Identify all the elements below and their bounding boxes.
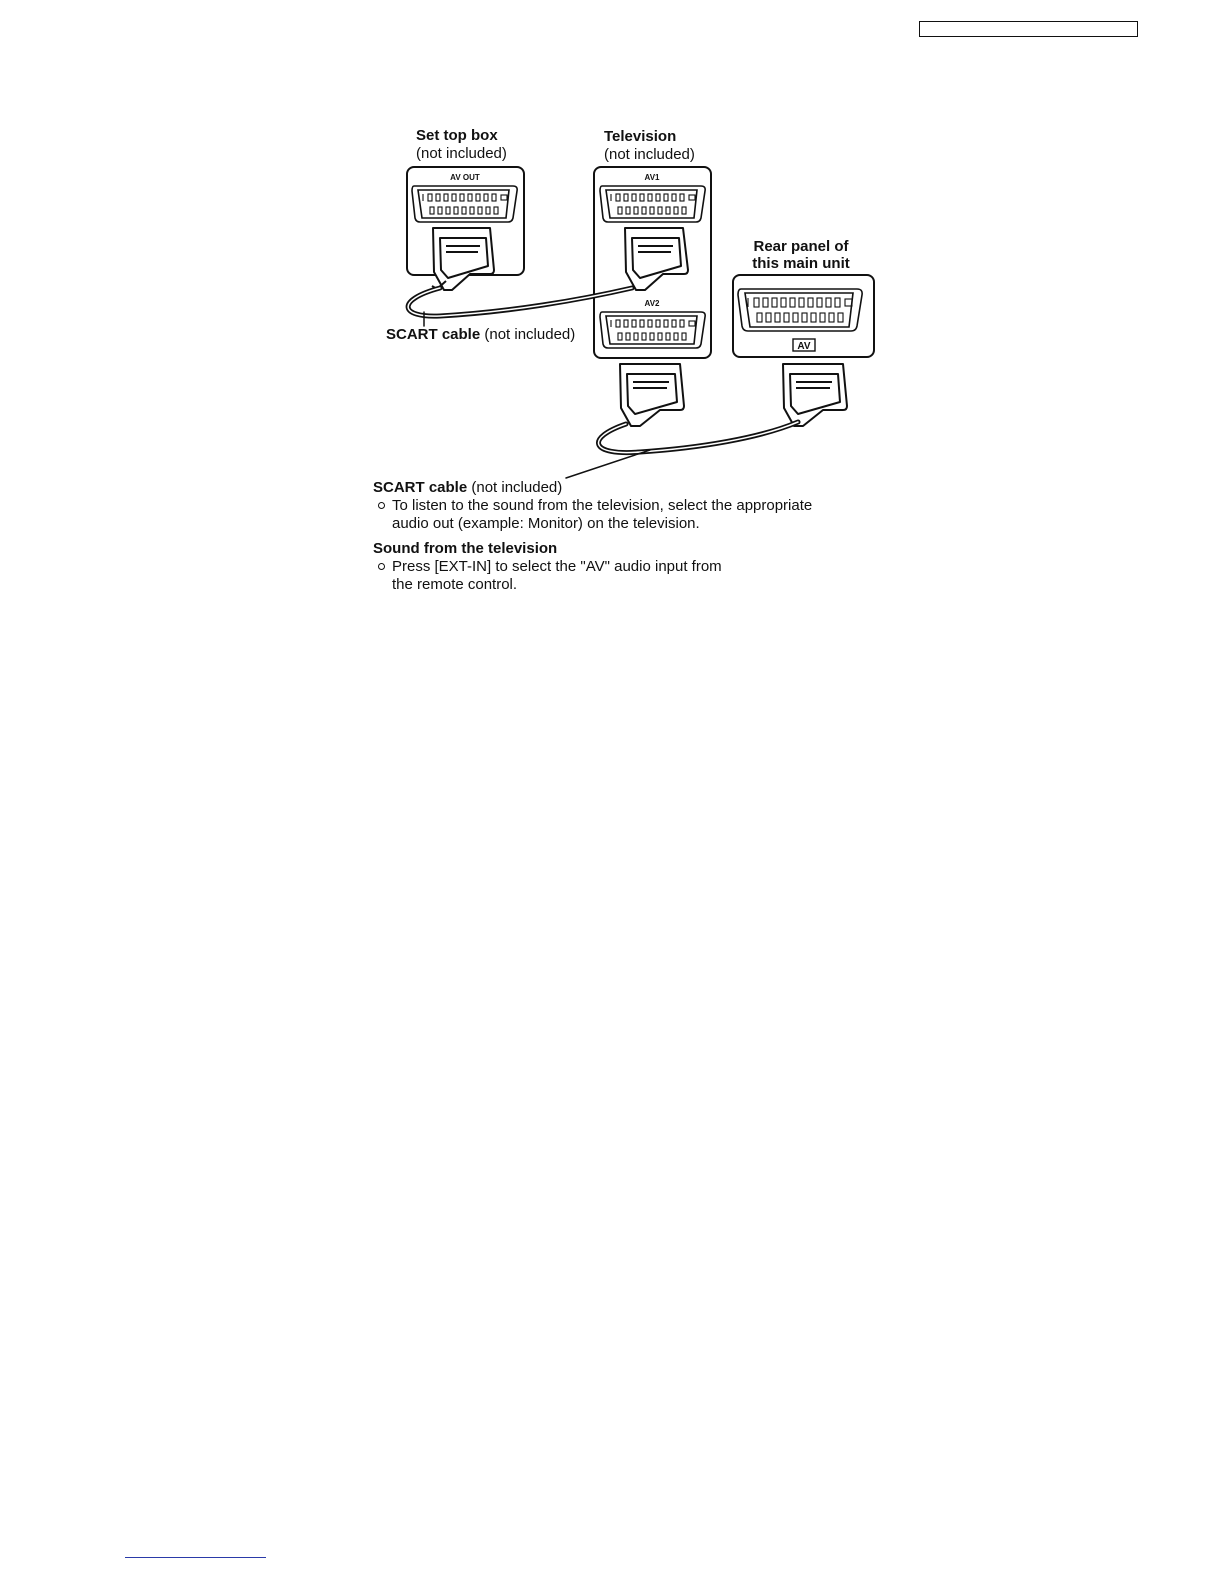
scart-cable-label-2-bold: SCART cable xyxy=(373,479,468,496)
rear-panel-title-line1: Rear panel of xyxy=(753,238,849,255)
av2-port-label: AV2 xyxy=(644,299,660,308)
main-unit-socket-pins xyxy=(748,298,852,322)
scart-cable-label-1-bold: SCART cable xyxy=(386,326,481,343)
scart-cable-label-2 xyxy=(373,479,562,496)
tv-av2-scart-plug xyxy=(620,364,684,426)
av-out-port-label: AV OUT xyxy=(450,173,480,182)
television-note: (not included) xyxy=(604,146,695,163)
tv-av2-socket-pins xyxy=(611,320,695,340)
set-top-box-title: Set top box xyxy=(416,127,498,144)
cable-2-leader-line xyxy=(566,450,650,478)
tv-av1-scart-plug xyxy=(625,228,688,290)
main-unit-scart-plug xyxy=(783,364,847,426)
note2-line1: Press [EXT-IN] to select the "AV" audio input from xyxy=(392,558,722,575)
scart-cable-1 xyxy=(408,288,632,316)
scart-cable-label-2-rest: (not included) xyxy=(467,479,563,496)
scart-cable-label-1 xyxy=(386,326,575,343)
rear-panel-title-line2: this main unit xyxy=(752,255,850,272)
sound-heading: Sound from the television xyxy=(373,540,558,557)
scart-cable-label-1-rest: (not included) xyxy=(480,326,576,343)
note2-line2: the remote control. xyxy=(392,576,518,593)
scart-cable-2 xyxy=(599,422,798,453)
stb-scart-socket xyxy=(412,186,517,222)
note2-bullet xyxy=(378,563,385,570)
av-port-label: AV xyxy=(797,341,811,352)
av1-port-label: AV1 xyxy=(644,173,660,182)
set-top-box-note: (not included) xyxy=(416,145,507,162)
footer-link-line xyxy=(125,1557,266,1558)
note1-bullet xyxy=(378,502,385,509)
main-unit-av-scart-socket xyxy=(738,289,862,331)
tv-av2-scart-socket xyxy=(600,312,705,348)
stb-socket-pins xyxy=(423,194,507,214)
television-title: Television xyxy=(604,128,677,145)
note1-line1: To listen to the sound from the television, select the appropriate xyxy=(392,497,813,514)
stb-scart-plug xyxy=(432,228,494,290)
tv-av1-socket-pins xyxy=(611,194,695,214)
tv-av1-scart-socket xyxy=(600,186,705,222)
note1-line2: audio out (example: Monitor) on the television. xyxy=(392,515,700,532)
